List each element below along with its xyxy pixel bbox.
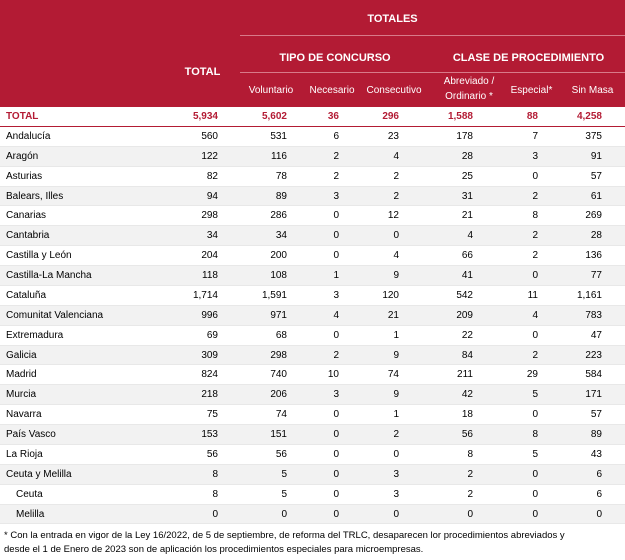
cell-necesario: 0 <box>333 448 339 460</box>
cell-voluntario: 531 <box>270 130 287 142</box>
cell-abreviado: 2 <box>467 488 473 500</box>
row-label: Cataluña <box>6 289 47 301</box>
cell-consecutivo: 2 <box>393 170 399 182</box>
cell-especial: 11 <box>527 289 538 301</box>
cell-consecutivo: 12 <box>387 210 399 222</box>
header-col-sin-masa: Sin Masa <box>571 85 614 96</box>
table-row <box>0 187 625 207</box>
cell-voluntario: 68 <box>275 329 287 341</box>
header-col-abreviado-2: Ordinario * <box>445 91 493 102</box>
cell-abreviado: 42 <box>461 389 473 401</box>
cell-consecutivo: 2 <box>393 429 399 440</box>
header-totales: TOTALES <box>367 13 418 25</box>
cell-especial: 7 <box>532 130 538 142</box>
cell-abreviado: 4 <box>467 230 473 242</box>
cell-especial: 3 <box>532 150 538 162</box>
cell-abreviado: 84 <box>461 349 473 361</box>
header-col-voluntario: Voluntario <box>248 85 294 96</box>
row-label: La Rioja <box>6 448 43 460</box>
cell-necesario: 3 <box>333 289 339 301</box>
cell-total: 69 <box>206 329 218 341</box>
cell-sin-masa: 269 <box>585 210 602 222</box>
cell-especial: 2 <box>532 250 538 262</box>
cell-total: 0 <box>212 508 218 520</box>
row-label: Comunitat Valenciana <box>6 309 104 321</box>
cell-total: 5,934 <box>192 111 218 122</box>
cell-abreviado: 22 <box>461 329 473 341</box>
cell-total: 218 <box>201 389 218 401</box>
cell-consecutivo: 3 <box>393 468 399 480</box>
cell-consecutivo: 4 <box>393 150 399 162</box>
cell-abreviado: 211 <box>457 369 473 381</box>
row-label: Madrid <box>6 369 37 381</box>
header-col-abreviado-1: Abreviado / <box>443 76 495 87</box>
cell-especial: 0 <box>532 488 538 500</box>
cell-consecutivo: 1 <box>393 329 399 341</box>
table-row <box>0 465 625 485</box>
cell-voluntario: 298 <box>270 349 287 361</box>
cell-especial: 0 <box>532 508 538 520</box>
cell-especial: 8 <box>532 429 538 440</box>
cell-sin-masa: 91 <box>590 150 602 162</box>
cell-especial: 2 <box>532 230 538 242</box>
cell-total: 996 <box>201 309 218 321</box>
cell-sin-masa: 584 <box>585 369 602 381</box>
cell-necesario: 6 <box>333 130 339 142</box>
cell-voluntario: 971 <box>270 309 287 321</box>
header-clase-procedimiento: CLASE DE PROCEDIMIENTO <box>452 52 605 64</box>
cell-voluntario: 89 <box>275 190 287 202</box>
cell-total: 824 <box>201 369 218 381</box>
cell-abreviado: 21 <box>461 210 473 222</box>
cell-voluntario: 34 <box>275 230 287 242</box>
cell-voluntario: 1,591 <box>261 289 287 301</box>
cell-necesario: 1 <box>333 270 339 281</box>
cell-consecutivo: 21 <box>387 309 399 321</box>
cell-total: 153 <box>201 429 218 440</box>
cell-necesario: 0 <box>333 508 339 520</box>
cell-necesario: 3 <box>333 190 339 202</box>
cell-abreviado: 2 <box>467 468 473 480</box>
table-row <box>0 346 625 366</box>
cell-total: 204 <box>201 250 218 262</box>
cell-consecutivo: 9 <box>393 389 399 401</box>
cell-necesario: 2 <box>333 349 339 361</box>
row-label: País Vasco <box>6 429 56 440</box>
cell-consecutivo: 3 <box>393 488 399 500</box>
cell-especial: 5 <box>532 448 538 460</box>
cell-sin-masa: 28 <box>590 230 602 242</box>
cell-consecutivo: 23 <box>387 130 399 142</box>
cell-necesario: 0 <box>333 429 339 440</box>
table-row <box>0 485 625 505</box>
header-col-consecutivo: Consecutivo <box>366 85 422 96</box>
cell-necesario: 0 <box>333 210 339 222</box>
cell-sin-masa: 171 <box>585 389 602 401</box>
cell-abreviado: 209 <box>456 309 473 321</box>
cell-voluntario: 108 <box>270 270 287 281</box>
cell-especial: 0 <box>532 409 538 421</box>
table-row <box>0 226 625 246</box>
cell-total: 8 <box>212 488 218 500</box>
cell-voluntario: 0 <box>281 508 287 520</box>
cell-total: 118 <box>202 270 218 281</box>
cell-abreviado: 56 <box>461 429 473 440</box>
cell-abreviado: 25 <box>461 170 473 182</box>
cell-total: 75 <box>206 409 218 421</box>
cell-especial: 5 <box>532 389 538 401</box>
row-label: Asturias <box>6 170 43 182</box>
table-row <box>0 286 625 306</box>
cell-total: 560 <box>201 130 218 142</box>
cell-consecutivo: 9 <box>393 270 399 281</box>
cell-sin-masa: 57 <box>590 409 602 421</box>
cell-total: 56 <box>206 448 218 460</box>
footnote-line-1: * Con la entrada en vigor de la Ley 16/2022, de 5 de septiembre, de reforma del TRLC, desaparecen lor procedimientos abreviados y <box>4 530 565 541</box>
cell-sin-masa: 77 <box>590 270 602 281</box>
cell-voluntario: 151 <box>270 429 287 440</box>
row-label: Extremadura <box>6 329 64 341</box>
row-label: Andalucía <box>6 130 51 142</box>
cell-especial: 2 <box>532 190 538 202</box>
cell-sin-masa: 6 <box>596 488 602 500</box>
cell-especial: 29 <box>526 369 538 381</box>
table-row <box>0 266 625 286</box>
header-divider-top <box>240 35 625 36</box>
cell-especial: 0 <box>532 270 538 281</box>
row-label: Murcia <box>6 389 37 401</box>
table-row <box>0 445 625 465</box>
row-label: Ceuta y Melilla <box>6 468 72 480</box>
cell-sin-masa: 136 <box>585 250 602 262</box>
cell-especial: 2 <box>532 349 538 361</box>
row-label: Balears, Illes <box>6 190 64 202</box>
header-col-necesario: Necesario <box>309 85 355 96</box>
header-col-especial: Especial* <box>510 85 553 96</box>
cell-necesario: 2 <box>333 170 339 182</box>
row-label: Canarias <box>6 210 47 222</box>
cell-sin-masa: 6 <box>596 468 602 480</box>
cell-abreviado: 28 <box>461 150 473 162</box>
cell-consecutivo: 0 <box>393 508 399 520</box>
cell-sin-masa: 4,258 <box>576 111 602 122</box>
cell-consecutivo: 9 <box>393 349 399 361</box>
row-label: Castilla-La Mancha <box>6 270 92 281</box>
footnote <box>4 529 624 557</box>
cell-abreviado: 0 <box>467 508 473 520</box>
footnote-line-2: desde el 1 de Enero de 2023 son de aplicación los procedimientos especiales para microempresas. <box>4 544 424 555</box>
cell-sin-masa: 0 <box>596 508 602 520</box>
cell-consecutivo: 0 <box>393 448 399 460</box>
header-total: TOTAL <box>184 66 221 78</box>
cell-consecutivo: 74 <box>387 369 399 381</box>
cell-sin-masa: 783 <box>585 309 602 321</box>
cell-total: 82 <box>206 170 218 182</box>
cell-total: 298 <box>201 210 218 222</box>
cell-voluntario: 116 <box>271 150 287 162</box>
table-row <box>0 425 625 445</box>
cell-sin-masa: 375 <box>585 130 602 142</box>
cell-abreviado: 1,588 <box>447 111 473 122</box>
cell-sin-masa: 61 <box>590 190 602 202</box>
cell-total: 1,714 <box>192 289 218 301</box>
row-label: Aragón <box>6 150 39 162</box>
cell-consecutivo: 296 <box>382 111 399 122</box>
cell-voluntario: 286 <box>270 210 287 222</box>
cell-consecutivo: 0 <box>393 230 399 242</box>
cell-necesario: 10 <box>327 369 339 381</box>
cell-abreviado: 8 <box>467 448 473 460</box>
cell-necesario: 0 <box>333 488 339 500</box>
table-row <box>0 505 625 525</box>
cell-necesario: 0 <box>333 409 339 421</box>
cell-abreviado: 542 <box>456 289 473 301</box>
cell-voluntario: 740 <box>270 369 287 381</box>
cell-especial: 0 <box>532 170 538 182</box>
cell-total: 94 <box>206 190 218 202</box>
cell-abreviado: 31 <box>461 190 473 202</box>
table-row <box>0 127 625 147</box>
cell-total: 122 <box>201 150 218 162</box>
table-row <box>0 306 625 326</box>
cell-abreviado: 18 <box>461 409 473 421</box>
cell-necesario: 3 <box>333 389 339 401</box>
cell-sin-masa: 89 <box>590 429 602 440</box>
table-body <box>0 107 625 524</box>
table-row <box>0 326 625 346</box>
row-label: Galicia <box>6 349 37 361</box>
row-label: Ceuta <box>16 488 43 500</box>
cell-necesario: 0 <box>333 468 339 480</box>
cell-voluntario: 5,602 <box>261 111 287 122</box>
cell-sin-masa: 57 <box>590 170 602 182</box>
table-row <box>0 405 625 425</box>
cell-especial: 0 <box>532 468 538 480</box>
cell-necesario: 2 <box>333 150 339 162</box>
cell-sin-masa: 47 <box>590 329 602 341</box>
cell-voluntario: 5 <box>281 488 287 500</box>
cell-necesario: 0 <box>333 329 339 341</box>
cell-necesario: 4 <box>333 309 339 321</box>
table-header <box>0 0 625 107</box>
cell-voluntario: 206 <box>270 389 287 401</box>
cell-consecutivo: 120 <box>382 289 399 301</box>
row-label: Cantabria <box>6 230 50 242</box>
cell-abreviado: 41 <box>461 270 473 281</box>
cell-consecutivo: 4 <box>393 250 399 262</box>
cell-especial: 8 <box>532 210 538 222</box>
cell-especial: 0 <box>532 329 538 341</box>
cell-total: 309 <box>201 349 218 361</box>
row-label: TOTAL <box>6 111 39 122</box>
cell-consecutivo: 2 <box>393 190 399 202</box>
cell-consecutivo: 1 <box>393 409 399 421</box>
table-row <box>0 206 625 226</box>
cell-total: 34 <box>206 230 218 242</box>
cell-voluntario: 78 <box>275 170 287 182</box>
table-row <box>0 385 625 405</box>
cell-necesario: 36 <box>327 111 339 122</box>
cell-voluntario: 5 <box>281 468 287 480</box>
table-row <box>0 246 625 266</box>
row-label: Navarra <box>6 409 42 421</box>
cell-voluntario: 200 <box>270 250 287 262</box>
cell-abreviado: 178 <box>456 130 473 142</box>
cell-total: 8 <box>212 468 218 480</box>
header-divider-mid <box>240 72 625 73</box>
cell-necesario: 0 <box>333 250 339 262</box>
table-row <box>0 167 625 187</box>
cell-abreviado: 66 <box>461 250 473 262</box>
cell-sin-masa: 223 <box>585 349 602 361</box>
cell-especial: 4 <box>532 309 538 321</box>
cell-necesario: 0 <box>333 230 339 242</box>
table-row <box>0 365 625 385</box>
table-row-total <box>0 107 625 127</box>
cell-voluntario: 56 <box>275 448 287 460</box>
header-tipo-concurso: TIPO DE CONCURSO <box>279 52 391 64</box>
table-row <box>0 147 625 167</box>
row-label: Castilla y León <box>6 250 72 262</box>
row-label: Melilla <box>16 508 45 520</box>
cell-sin-masa: 1,161 <box>576 289 602 301</box>
cell-especial: 88 <box>526 111 538 122</box>
cell-sin-masa: 43 <box>590 448 602 460</box>
cell-voluntario: 74 <box>275 409 287 421</box>
